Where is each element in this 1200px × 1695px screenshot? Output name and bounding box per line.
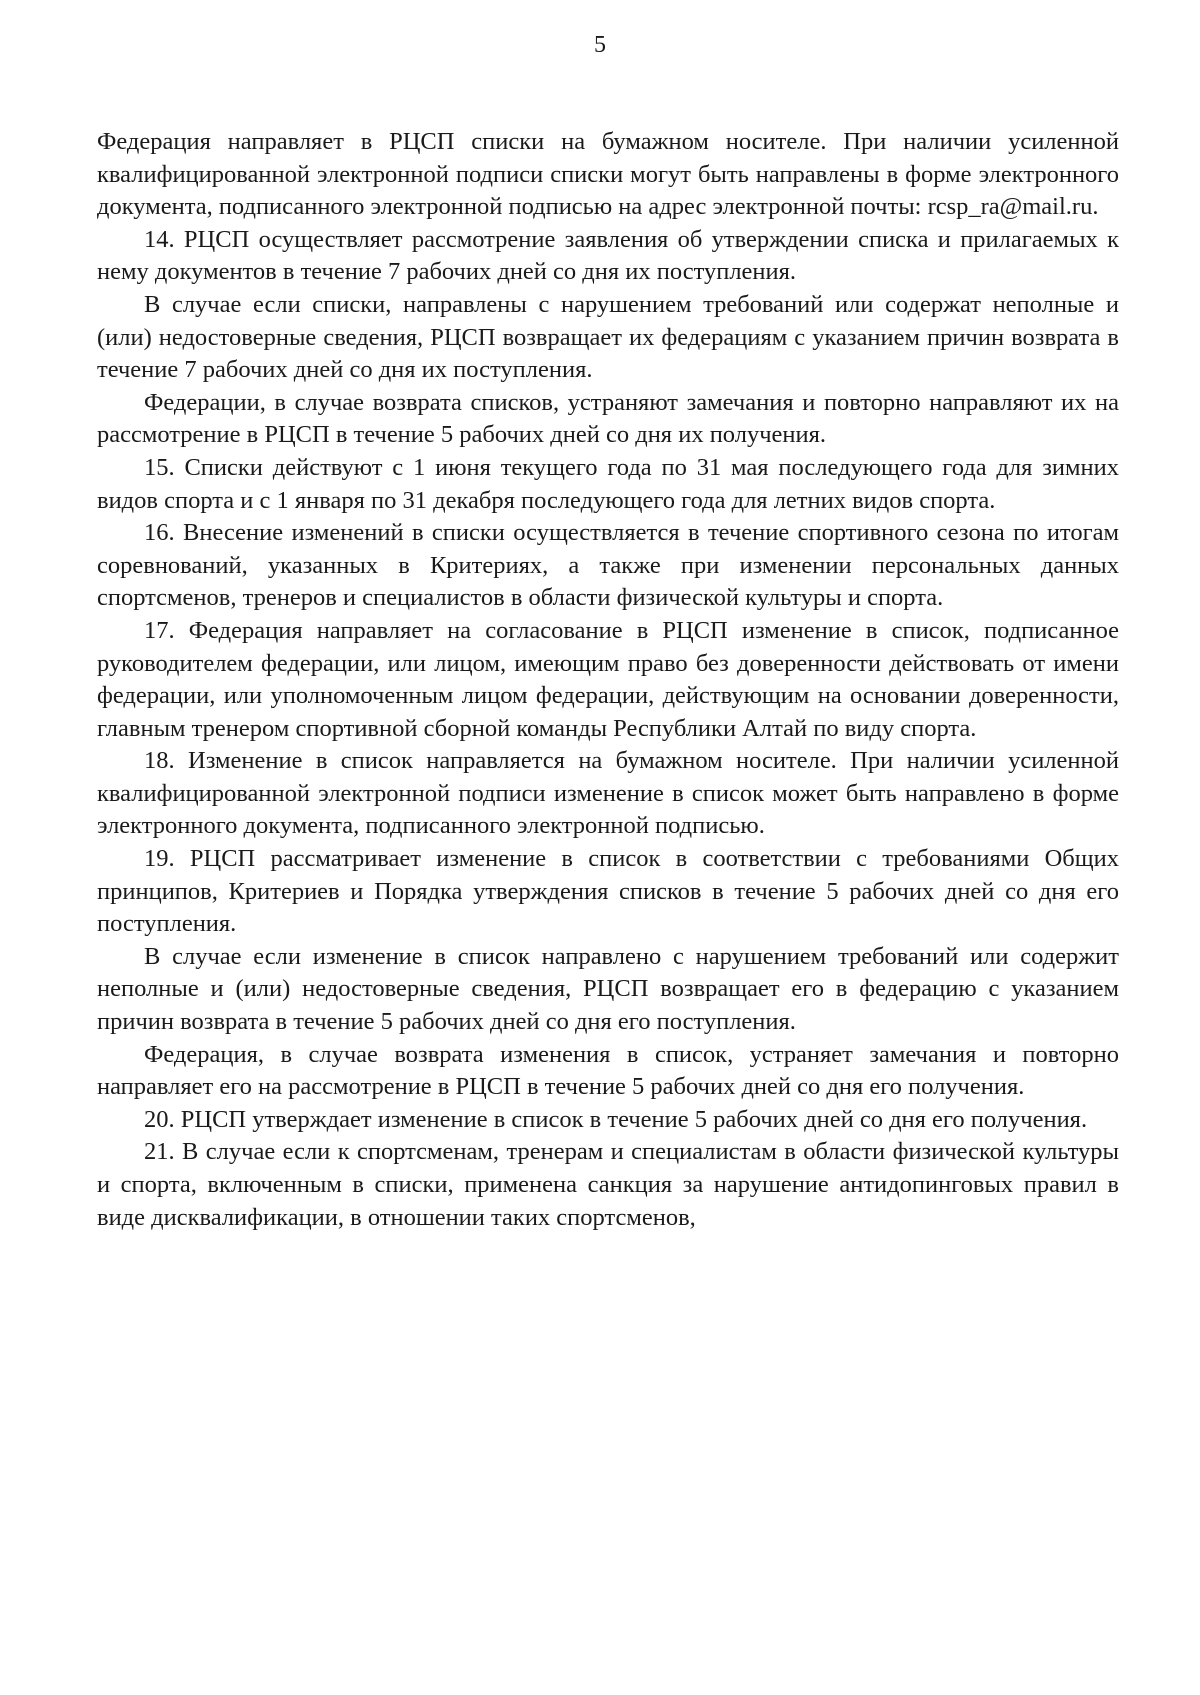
- paragraph-14-resubmit: Федерации, в случае возврата списков, устраняют замечания и повторно направляют их на рассмотрение в РЦСП в течение 5 рабочих дней со дня их получения.: [97, 388, 1119, 449]
- paragraph-16: 16. Внесение изменений в списки осуществляется в течение спортивного сезона по итогам соревнований, указанных в Критериях, а также при изменении персональных данных спортсменов, тренеров и специалистов в области физической культуры и спорта.: [97, 519, 1119, 612]
- paragraph-14-return: В случае если списки, направлены с нарушением требований или содержат неполные и (или) недостоверные сведения, РЦСП возвращает их федерациям с указанием причин возврата в течение 7 рабочих дней со дня их поступления.: [97, 290, 1119, 384]
- page-number: 5: [594, 32, 606, 58]
- paragraph-18: 18. Изменение в список направляется на бумажном носителе. При наличии усиленной квалифицированной электронной подписи изменение в список может быть направлено в форме электронного документа, подписанного электронной подписью.: [97, 747, 1119, 840]
- paragraph-19-resubmit: Федерация, в случае возврата изменения в список, устраняет замечания и повторно направляет его на рассмотрение в РЦСП в течение 5 рабочих дней со дня его получения.: [97, 1040, 1119, 1101]
- paragraph-20: 20. РЦСП утверждает изменение в список в течение 5 рабочих дней со дня его получения.: [144, 1105, 1088, 1133]
- paragraph-19-return: В случае если изменение в список направлено с нарушением требований или содержит неполные и (или) недостоверные сведения, РЦСП возвращает его в федерацию с указанием причин возврата в течение 5 рабочих дней со дня его поступления.: [97, 942, 1119, 1036]
- paragraph-17: 17. Федерация направляет на согласование в РЦСП изменение в список, подписанное руководителем федерации, или лицом, имеющим право без доверенности действовать от имени федерации, или уполномоченным лицом федерации, действующим на основании доверенности, главным тренером спортивной сборной команды Республики Алтай по виду спорта.: [97, 616, 1119, 742]
- paragraph-19: 19. РЦСП рассматривает изменение в список в соответствии с требованиями Общих принципов, Критериев и Порядка утверждения списков в течение 5 рабочих дней со дня его поступления.: [97, 845, 1119, 938]
- paragraph-14: 14. РЦСП осуществляет рассмотрение заявления об утверждении списка и прилагаемых к нему документов в течение 7 рабочих дней со дня их поступления.: [97, 225, 1119, 286]
- document-body: [97, 126, 1119, 1234]
- paragraph-15: 15. Списки действуют с 1 июня текущего года по 31 мая последующего года для зимних видов спорта и с 1 января по 31 декабря последующего года для летних видов спорта.: [97, 453, 1119, 514]
- paragraph-21: 21. В случае если к спортсменам, тренерам и специалистам в области физической культуры и спорта, включенным в списки, применена санкция за нарушение антидопинговых правил в виде дисквалификации, в отношении таких спортсменов,: [97, 1138, 1119, 1231]
- paragraph-federation-submits: Федерация направляет в РЦСП списки на бумажном носителе. При наличии усиленной квалифицированной электронной подписи списки могут быть направлены в форме электронного документа, подписанного электронной подписью на адрес электронной почты: rcsp_ra@mail.ru.: [97, 128, 1119, 221]
